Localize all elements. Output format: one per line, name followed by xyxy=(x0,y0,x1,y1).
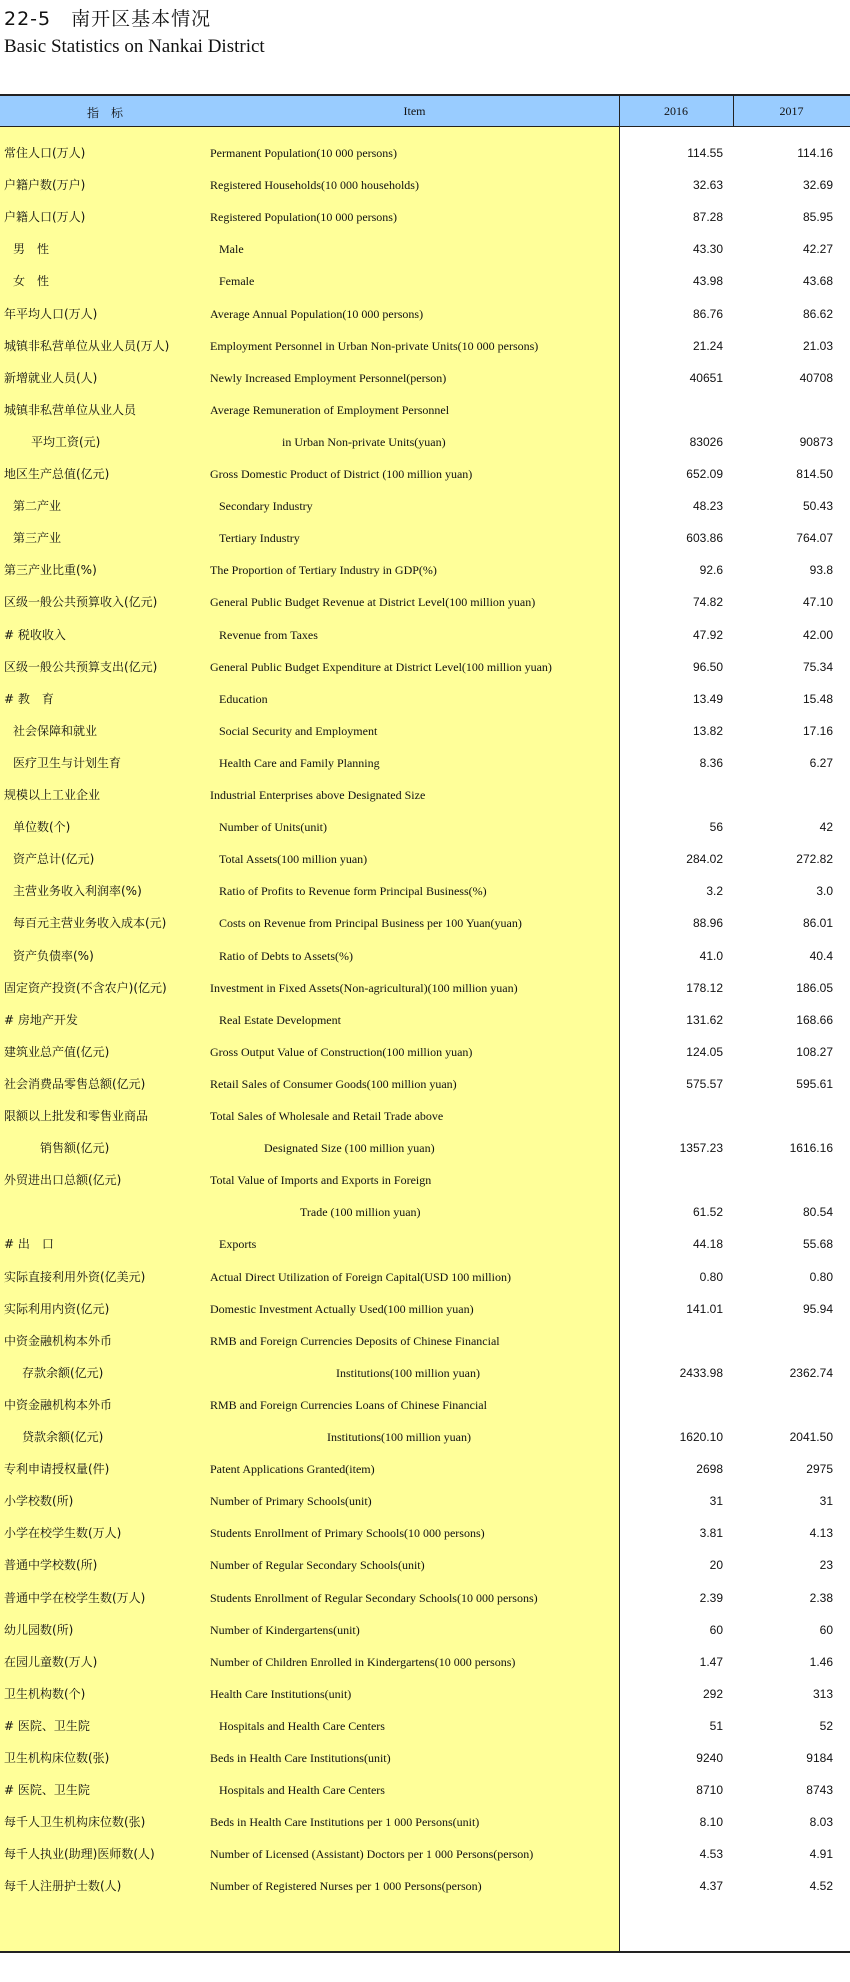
row-label-cn: 销售额(亿元) xyxy=(40,1141,110,1156)
table-row xyxy=(0,1806,850,1838)
row-label-cn: 专利申请授权量(件) xyxy=(4,1462,110,1477)
row-label-en: Number of Children Enrolled in Kindergartens(10 000 persons) xyxy=(210,1654,516,1669)
row-label-en: Female xyxy=(219,274,255,289)
table-row xyxy=(0,1549,850,1581)
row-label-cn: 中资金融机构本外币 xyxy=(4,1333,113,1348)
row-label-cn: 区级一般公共预算支出(亿元) xyxy=(4,659,158,674)
value-2017: 52 xyxy=(819,1718,833,1733)
row-label-en: Hospitals and Health Care Centers xyxy=(219,1783,385,1798)
value-2017: 60 xyxy=(819,1622,833,1637)
row-label-en: Industrial Enterprises above Designated Size xyxy=(210,788,426,802)
table-row xyxy=(0,779,850,811)
row-label-cn: 户籍人口(万人) xyxy=(4,210,86,225)
row-label-cn: # 教 育 xyxy=(4,691,54,706)
row-label-en: Patent Applications Granted(item) xyxy=(210,1462,375,1477)
page-title-en: Basic Statistics on Nankai District xyxy=(4,36,265,57)
table-row xyxy=(0,233,850,265)
value-2017: 15.48 xyxy=(802,691,833,706)
table-row xyxy=(0,362,850,394)
value-2016: 603.86 xyxy=(686,531,723,546)
value-2017: 47.10 xyxy=(802,595,833,610)
row-label-en: Number of Kindergartens(unit) xyxy=(210,1622,360,1637)
row-label-cn: 区级一般公共预算收入(亿元) xyxy=(4,595,158,610)
row-label-en: Secondary Industry xyxy=(219,499,313,514)
value-2017: 17.16 xyxy=(802,723,833,738)
row-label-en: Total Assets(100 million yuan) xyxy=(219,852,368,867)
row-label-en: Gross Output Value of Construction(100 million yuan) xyxy=(210,1044,473,1059)
table-row xyxy=(0,1196,850,1228)
row-label-en: Costs on Revenue from Principal Business per 100 Yuan(yuan) xyxy=(219,916,522,931)
row-label-en: Designated Size (100 million yuan) xyxy=(264,1141,435,1156)
row-label-en: Revenue from Taxes xyxy=(219,627,318,642)
value-2017: 313 xyxy=(812,1686,833,1701)
value-2017: 764.07 xyxy=(796,531,833,546)
value-2016: 114.55 xyxy=(687,146,723,160)
row-label-cn: 存款余额(亿元) xyxy=(22,1365,104,1380)
row-label-cn: 新增就业人员(人) xyxy=(4,370,98,385)
value-2016: 86.76 xyxy=(692,306,723,321)
value-2016: 48.23 xyxy=(692,499,723,514)
row-label-cn: 医疗卫生与计划生育 xyxy=(13,755,122,770)
table-row xyxy=(0,1421,850,1453)
row-label-en: The Proportion of Tertiary Industry in GDP(%) xyxy=(210,563,437,578)
value-2016: 60 xyxy=(709,1622,723,1637)
value-2016: 141.01 xyxy=(686,1301,723,1316)
row-label-en: Health Care Institutions(unit) xyxy=(210,1686,352,1701)
value-2017: 86.62 xyxy=(802,306,833,321)
table-row xyxy=(0,522,850,554)
value-2016: 31 xyxy=(709,1494,723,1509)
table-row xyxy=(0,875,850,907)
value-2017: 2975 xyxy=(806,1462,833,1477)
row-label-en: Tertiary Industry xyxy=(219,531,300,546)
row-label-en: Employment Personnel in Urban Non-private Units(10 000 persons) xyxy=(210,338,539,353)
value-2017: 3.0 xyxy=(816,884,833,899)
table-row xyxy=(0,1004,850,1036)
row-label-cn: 普通中学校数(所) xyxy=(4,1558,98,1573)
row-label-en: Gross Domestic Product of District (100 million yuan) xyxy=(210,467,473,481)
value-2016: 44.18 xyxy=(692,1237,723,1252)
table-row xyxy=(0,1164,850,1196)
value-2016: 92.6 xyxy=(699,563,723,578)
table-row xyxy=(0,490,850,522)
row-label-en: in Urban Non-private Units(yuan) xyxy=(282,434,446,449)
table-row xyxy=(0,394,850,426)
row-label-en: Number of Registered Nurses per 1 000 Persons(person) xyxy=(210,1879,482,1894)
table-row xyxy=(0,1100,850,1132)
row-label-cn: 卫生机构数(个) xyxy=(4,1686,86,1701)
table-header xyxy=(0,96,850,127)
row-label-en: Social Security and Employment xyxy=(219,723,378,738)
value-2017: 114.16 xyxy=(797,146,833,160)
row-label-cn: 实际利用内资(亿元) xyxy=(4,1301,110,1316)
row-label-cn: 卫生机构床位数(张) xyxy=(4,1751,110,1765)
row-label-cn: 社会保障和就业 xyxy=(13,723,98,738)
row-label-en: Number of Units(unit) xyxy=(219,820,327,835)
value-2016: 8710 xyxy=(696,1783,723,1798)
table-row xyxy=(0,843,850,875)
value-2017: 95.94 xyxy=(802,1301,833,1316)
row-label-en: Beds in Health Care Institutions per 1 000 Persons(unit) xyxy=(210,1815,480,1830)
value-2017: 32.69 xyxy=(802,178,833,193)
value-2016: 9240 xyxy=(696,1751,723,1765)
table-row xyxy=(0,747,850,779)
value-2016: 0.80 xyxy=(699,1269,723,1284)
value-2017: 8.03 xyxy=(809,1815,833,1830)
row-label-cn: 社会消费品零售总额(亿元) xyxy=(4,1076,146,1091)
row-label-en: Exports xyxy=(219,1237,257,1252)
row-label-en: Ratio of Profits to Revenue form Principal Business(%) xyxy=(219,884,487,899)
value-2017: 8743 xyxy=(806,1783,833,1798)
table-row xyxy=(0,1357,850,1389)
table-row xyxy=(0,137,850,169)
row-label-en: Newly Increased Employment Personnel(person) xyxy=(210,370,447,385)
value-2016: 43.30 xyxy=(692,242,723,257)
value-2017: 595.61 xyxy=(796,1076,833,1091)
table-row xyxy=(0,1325,850,1357)
row-label-en: Registered Population(10 000 persons) xyxy=(210,210,397,225)
table-row xyxy=(0,1068,850,1100)
value-2017: 1616.16 xyxy=(789,1141,833,1156)
value-2016: 41.0 xyxy=(699,948,723,963)
row-label-cn: 每千人卫生机构床位数(张) xyxy=(4,1815,146,1830)
value-2017: 42 xyxy=(819,820,833,835)
row-label-cn: # 税收收入 xyxy=(4,627,66,642)
row-label-cn: 固定资产投资(不含农户)(亿元) xyxy=(4,980,167,995)
value-2016: 43.98 xyxy=(692,274,723,289)
row-label-cn: # 医院、卫生院 xyxy=(4,1718,90,1733)
row-label-en: RMB and Foreign Currencies Deposits of Chinese Financial xyxy=(210,1333,500,1348)
row-label-cn: 中资金融机构本外币 xyxy=(4,1397,113,1412)
row-label-en: Retail Sales of Consumer Goods(100 million yuan) xyxy=(210,1076,457,1091)
row-label-en: Institutions(100 million yuan) xyxy=(327,1430,471,1444)
value-2017: 90873 xyxy=(799,434,833,449)
value-2017: 4.52 xyxy=(809,1879,833,1894)
row-label-en: Number of Regular Secondary Schools(unit) xyxy=(210,1558,425,1573)
row-label-cn: 女 性 xyxy=(13,274,50,289)
row-label-en: Actual Direct Utilization of Foreign Capital(USD 100 million) xyxy=(210,1269,511,1284)
table-row xyxy=(0,715,850,747)
table-row xyxy=(0,169,850,201)
value-2017: 85.95 xyxy=(802,210,833,225)
table-row xyxy=(0,1389,850,1421)
row-label-en: Students Enrollment of Regular Secondary Schools(10 000 persons) xyxy=(210,1590,538,1605)
row-label-cn: 规模以上工业企业 xyxy=(4,788,101,802)
value-2016: 4.53 xyxy=(699,1847,723,1862)
header-indicator: 指 标 xyxy=(86,106,123,120)
table-row xyxy=(0,1710,850,1742)
table-row xyxy=(0,1582,850,1614)
value-2017: 4.13 xyxy=(809,1526,833,1541)
table-row xyxy=(0,1485,850,1517)
row-label-en: RMB and Foreign Currencies Loans of Chinese Financial xyxy=(210,1397,487,1412)
value-2016: 56 xyxy=(709,820,723,835)
value-2017: 31 xyxy=(819,1494,833,1509)
row-label-en: Registered Households(10 000 households) xyxy=(210,178,419,193)
value-2016: 88.96 xyxy=(692,916,723,931)
value-2016: 2698 xyxy=(696,1462,723,1477)
value-2016: 47.92 xyxy=(692,627,723,642)
table-row xyxy=(0,1261,850,1293)
table-row xyxy=(0,1453,850,1485)
value-2016: 13.49 xyxy=(692,691,723,706)
row-label-cn: 每千人执业(助理)医师数(人) xyxy=(4,1847,155,1862)
row-label-cn: 贷款余额(亿元) xyxy=(22,1430,104,1444)
row-label-cn: 男 性 xyxy=(13,242,50,257)
value-2017: 0.80 xyxy=(809,1269,833,1284)
row-label-cn: 地区生产总值(亿元) xyxy=(4,467,110,481)
row-label-cn: 每千人注册护士数(人) xyxy=(4,1879,122,1894)
row-label-cn: 主营业务收入利润率(%) xyxy=(13,884,142,899)
value-2017: 2.38 xyxy=(809,1590,833,1605)
row-label-en: Total Value of Imports and Exports in Foreign xyxy=(210,1173,432,1188)
row-label-cn: 单位数(个) xyxy=(13,820,71,835)
value-2017: 86.01 xyxy=(802,916,833,931)
row-label-cn: 小学在校学生数(万人) xyxy=(4,1526,122,1541)
value-2016: 2433.98 xyxy=(679,1365,723,1380)
row-label-en: Education xyxy=(219,691,268,706)
header-item: Item xyxy=(403,104,426,118)
value-2017: 108.27 xyxy=(796,1044,833,1059)
row-label-en: Number of Licensed (Assistant) Doctors per 1 000 Persons(person) xyxy=(210,1847,534,1862)
table-row xyxy=(0,1293,850,1325)
statistics-table xyxy=(0,94,850,1953)
row-label-cn: 常住人口(万人) xyxy=(4,146,86,160)
value-2016: 3.81 xyxy=(699,1526,723,1541)
value-2016: 83026 xyxy=(689,434,723,449)
row-label-cn: 户籍户数(万户) xyxy=(4,178,86,193)
table-row xyxy=(0,651,850,683)
row-label-en: Total Sales of Wholesale and Retail Trade above xyxy=(210,1109,444,1123)
value-2016: 32.63 xyxy=(692,178,723,193)
header-divider xyxy=(733,96,734,126)
row-label-en: Investment in Fixed Assets(Non-agricultural)(100 million yuan) xyxy=(210,980,518,995)
row-label-en: Hospitals and Health Care Centers xyxy=(219,1718,385,1733)
value-2017: 43.68 xyxy=(802,274,833,289)
value-2017: 4.91 xyxy=(809,1847,833,1862)
value-2017: 93.8 xyxy=(809,563,833,578)
value-2016: 124.05 xyxy=(686,1044,723,1059)
table-row xyxy=(0,1517,850,1549)
value-2016: 20 xyxy=(709,1558,723,1573)
row-label-en: Students Enrollment of Primary Schools(10 000 persons) xyxy=(210,1526,485,1541)
value-2017: 75.34 xyxy=(802,659,833,674)
table-row xyxy=(0,683,850,715)
table-row xyxy=(0,330,850,362)
row-label-en: Domestic Investment Actually Used(100 million yuan) xyxy=(210,1301,474,1316)
page-title-cn: 22-5 南开区基本情况 xyxy=(4,8,212,30)
row-label-cn: 普通中学在校学生数(万人) xyxy=(4,1590,146,1605)
row-label-en: Number of Primary Schools(unit) xyxy=(210,1494,372,1509)
value-2016: 131.62 xyxy=(686,1012,723,1027)
table-row xyxy=(0,1742,850,1774)
row-label-en: Health Care and Family Planning xyxy=(219,755,380,770)
table-row xyxy=(0,1870,850,1902)
row-label-en: General Public Budget Revenue at District Level(100 million yuan) xyxy=(210,595,536,610)
table-row xyxy=(0,940,850,972)
row-label-cn: # 房地产开发 xyxy=(4,1012,78,1027)
value-2016: 8.10 xyxy=(699,1815,723,1830)
value-2017: 168.66 xyxy=(796,1012,833,1027)
table-row xyxy=(0,265,850,297)
row-label-cn: 建筑业总产值(亿元) xyxy=(4,1044,110,1059)
row-label-cn: 资产负债率(%) xyxy=(13,948,94,963)
row-label-en: Average Remuneration of Employment Personnel xyxy=(210,402,450,417)
row-label-cn: 年平均人口(万人) xyxy=(4,306,98,321)
value-2016: 13.82 xyxy=(692,723,723,738)
table-row xyxy=(0,1614,850,1646)
table-row xyxy=(0,586,850,618)
value-2016: 74.82 xyxy=(692,595,723,610)
table-row xyxy=(0,619,850,651)
table-row xyxy=(0,554,850,586)
table-row xyxy=(0,201,850,233)
row-label-cn: 外贸进出口总额(亿元) xyxy=(4,1173,122,1188)
value-2016: 2.39 xyxy=(699,1590,723,1605)
value-2016: 87.28 xyxy=(692,210,723,225)
value-2016: 96.50 xyxy=(692,659,723,674)
value-2017: 1.46 xyxy=(809,1654,833,1669)
row-label-cn: 平均工资(元) xyxy=(31,434,101,449)
value-2016: 292 xyxy=(702,1686,723,1701)
row-label-en: Ratio of Debts to Assets(%) xyxy=(219,948,353,963)
table-row xyxy=(0,1678,850,1710)
table-row xyxy=(0,298,850,330)
table-row xyxy=(0,1132,850,1164)
value-2016: 51 xyxy=(709,1718,723,1733)
value-2017: 50.43 xyxy=(802,499,833,514)
value-2016: 1620.10 xyxy=(679,1430,723,1444)
header-year-2017: 2017 xyxy=(779,104,804,118)
value-2016: 178.12 xyxy=(686,980,723,995)
table-row xyxy=(0,1646,850,1678)
value-2016: 652.09 xyxy=(686,467,723,481)
value-2016: 40651 xyxy=(689,370,723,385)
row-label-cn: 在园儿童数(万人) xyxy=(4,1654,98,1669)
table-row xyxy=(0,907,850,939)
value-2017: 55.68 xyxy=(802,1237,833,1252)
row-label-cn: 幼儿园数(所) xyxy=(4,1622,74,1637)
row-label-cn: 限额以上批发和零售业商品 xyxy=(4,1109,149,1123)
table-row xyxy=(0,972,850,1004)
value-2017: 40.4 xyxy=(809,948,833,963)
value-2017: 21.03 xyxy=(802,338,833,353)
row-label-cn: 第三产业比重(%) xyxy=(4,563,97,578)
value-2016: 1357.23 xyxy=(679,1141,723,1156)
row-label-en: Male xyxy=(219,242,244,257)
value-2017: 42.00 xyxy=(802,627,833,642)
row-label-cn: 每百元主营业务收入成本(元) xyxy=(13,916,167,931)
row-label-cn: 城镇非私营单位从业人员(万人) xyxy=(4,338,170,353)
value-2017: 2362.74 xyxy=(789,1365,833,1380)
value-2017: 40708 xyxy=(799,370,833,385)
header-year-2016: 2016 xyxy=(664,104,688,118)
row-label-cn: 资产总计(亿元) xyxy=(13,852,95,867)
row-label-en: Institutions(100 million yuan) xyxy=(336,1365,480,1380)
row-label-en: Average Annual Population(10 000 persons) xyxy=(210,306,424,321)
row-label-en: Real Estate Development xyxy=(219,1012,341,1027)
row-label-cn: # 医院、卫生院 xyxy=(4,1783,90,1798)
value-2016: 61.52 xyxy=(692,1205,723,1220)
row-label-en: Permanent Population(10 000 persons) xyxy=(210,146,397,160)
row-label-cn: # 出 口 xyxy=(4,1237,54,1252)
table-row xyxy=(0,811,850,843)
value-2016: 575.57 xyxy=(686,1076,723,1091)
row-label-en: Beds in Health Care Institutions(unit) xyxy=(210,1751,391,1765)
value-2017: 2041.50 xyxy=(789,1430,833,1444)
value-2016: 284.02 xyxy=(686,852,723,867)
value-2017: 6.27 xyxy=(809,755,833,770)
value-2016: 21.24 xyxy=(692,338,723,353)
table-row xyxy=(0,458,850,490)
value-2017: 186.05 xyxy=(796,980,833,995)
table-row xyxy=(0,426,850,458)
row-label-cn: 城镇非私营单位从业人员 xyxy=(4,402,137,417)
row-label-cn: 小学校数(所) xyxy=(4,1494,74,1509)
table-row xyxy=(0,1036,850,1068)
row-label-cn: 第二产业 xyxy=(13,499,62,514)
table-row xyxy=(0,1774,850,1806)
value-2016: 8.36 xyxy=(699,755,723,770)
value-2017: 42.27 xyxy=(802,242,833,257)
row-label-cn: 第三产业 xyxy=(13,531,62,546)
value-2016: 1.47 xyxy=(699,1654,723,1669)
value-2017: 9184 xyxy=(806,1751,833,1765)
row-label-en: General Public Budget Expenditure at District Level(100 million yuan) xyxy=(210,659,552,674)
value-2017: 814.50 xyxy=(796,467,833,481)
table-row xyxy=(0,1228,850,1260)
row-label-en: Trade (100 million yuan) xyxy=(300,1205,421,1220)
table-row xyxy=(0,1838,850,1870)
value-2017: 272.82 xyxy=(796,852,833,867)
value-2017: 23 xyxy=(819,1558,833,1573)
value-2016: 3.2 xyxy=(706,884,723,899)
value-2017: 80.54 xyxy=(802,1205,833,1220)
row-label-cn: 实际直接利用外资(亿美元) xyxy=(4,1269,146,1284)
value-2016: 4.37 xyxy=(699,1879,723,1894)
